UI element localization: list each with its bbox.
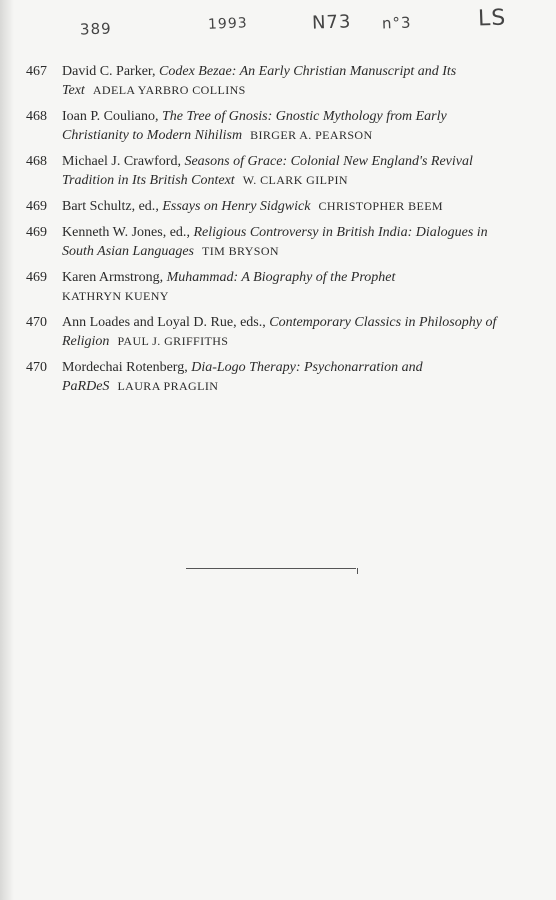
handwritten-notes: [0, 0, 556, 50]
reviewer: TIM BRYSON: [201, 244, 279, 258]
list-item: [26, 197, 516, 216]
book-title: Religious Controversy in British India: Dialogues in South Asian Languages: [62, 225, 488, 259]
list-item: [26, 107, 516, 145]
reviewer: ADELA YARBRO COLLINS: [92, 83, 246, 97]
handwritten-note-5: LS: [477, 5, 507, 32]
author: Bart Schultz, ed.: [62, 199, 156, 214]
page-number: 469: [26, 199, 47, 214]
page-number: 468: [26, 154, 47, 169]
reviewer: CHRISTOPHER BEEM: [318, 199, 443, 213]
reviewer: PAUL J. GRIFFITHS: [117, 334, 229, 348]
handwritten-note-2: 1993: [207, 15, 248, 33]
entry-text: Ann Loades and Loyal D. Rue, eds., Contemporary Classics in Philosophy of Religion PAUL J. GRIFFITHS: [62, 315, 497, 349]
handwritten-note-3: N73: [311, 11, 352, 34]
author: Ioan P. Couliano: [62, 109, 155, 124]
page-number: 470: [26, 315, 47, 330]
reviewer: LAURA PRAGLIN: [117, 379, 219, 393]
entry-text: Ioan P. Couliano, The Tree of Gnosis: Gnostic Mythology from Early Christianity to Modern Nihilism BIRGER A. PEARSON: [62, 109, 447, 143]
list-item: [26, 313, 516, 351]
page-number: 469: [26, 270, 47, 285]
review-list: [26, 62, 516, 403]
entry-text: Kenneth W. Jones, ed., Religious Controversy in British India: Dialogues in South Asian Languages TIM BRYSON: [62, 225, 488, 259]
author: David C. Parker: [62, 64, 153, 79]
list-item: [26, 268, 516, 306]
book-title: The Tree of Gnosis: Gnostic Mythology from Early Christianity to Modern Nihilism: [62, 109, 447, 143]
entry-text: Karen Armstrong, Muhammad: A Biography of the Prophet KATHRYN KUENY: [62, 268, 516, 306]
book-title: Dia-Logo Therapy: Psychonarration and PaRDeS: [62, 360, 423, 394]
entry-text: Mordechai Rotenberg, Dia-Logo Therapy: Psychonarration and PaRDeS LAURA PRAGLIN: [62, 360, 423, 394]
pencil-line-tick: [354, 568, 358, 574]
handwritten-note-1: 389: [79, 19, 112, 39]
book-title: Essays on Henry Sidgwick: [162, 199, 311, 214]
entry-text: David C. Parker, Codex Bezae: An Early Christian Manuscript and Its Text ADELA YARBRO COLLINS: [62, 64, 457, 98]
page-gutter-shadow: [0, 0, 14, 900]
author: Ann Loades and Loyal D. Rue, eds.: [62, 315, 263, 330]
reviewer: KATHRYN KUENY: [62, 289, 169, 303]
list-item: [26, 223, 516, 261]
list-item: [26, 62, 516, 100]
page-number: 469: [26, 225, 47, 240]
entry-text: Bart Schultz, ed., Essays on Henry Sidgwick CHRISTOPHER BEEM: [62, 199, 443, 214]
reviewer: W. CLARK GILPIN: [242, 173, 348, 187]
page-number: 468: [26, 109, 47, 124]
handwritten-note-4: n°3: [381, 13, 412, 33]
reviewer: BIRGER A. PEARSON: [250, 128, 373, 142]
page-number: 467: [26, 64, 47, 79]
author: Michael J. Crawford: [62, 154, 178, 169]
entry-text: Michael J. Crawford, Seasons of Grace: Colonial New England's Revival Tradition in Its British Context W. CLARK GILPIN: [62, 154, 473, 188]
book-title: Muhammad: A Biography of the Prophet: [166, 270, 396, 285]
author: Mordechai Rotenberg: [62, 360, 185, 375]
book-title: Seasons of Grace: Colonial New England's Revival Tradition in Its British Context: [62, 154, 473, 188]
author: Karen Armstrong: [62, 270, 160, 285]
book-title: Codex Bezae: An Early Christian Manuscript and Its Text: [62, 64, 457, 98]
pencil-line: [186, 568, 356, 569]
author: Kenneth W. Jones, ed.: [62, 225, 187, 240]
list-item: [26, 358, 516, 396]
page-number: 470: [26, 360, 47, 375]
list-item: [26, 152, 516, 190]
book-title: Contemporary Classics in Philosophy of Religion: [62, 315, 497, 349]
